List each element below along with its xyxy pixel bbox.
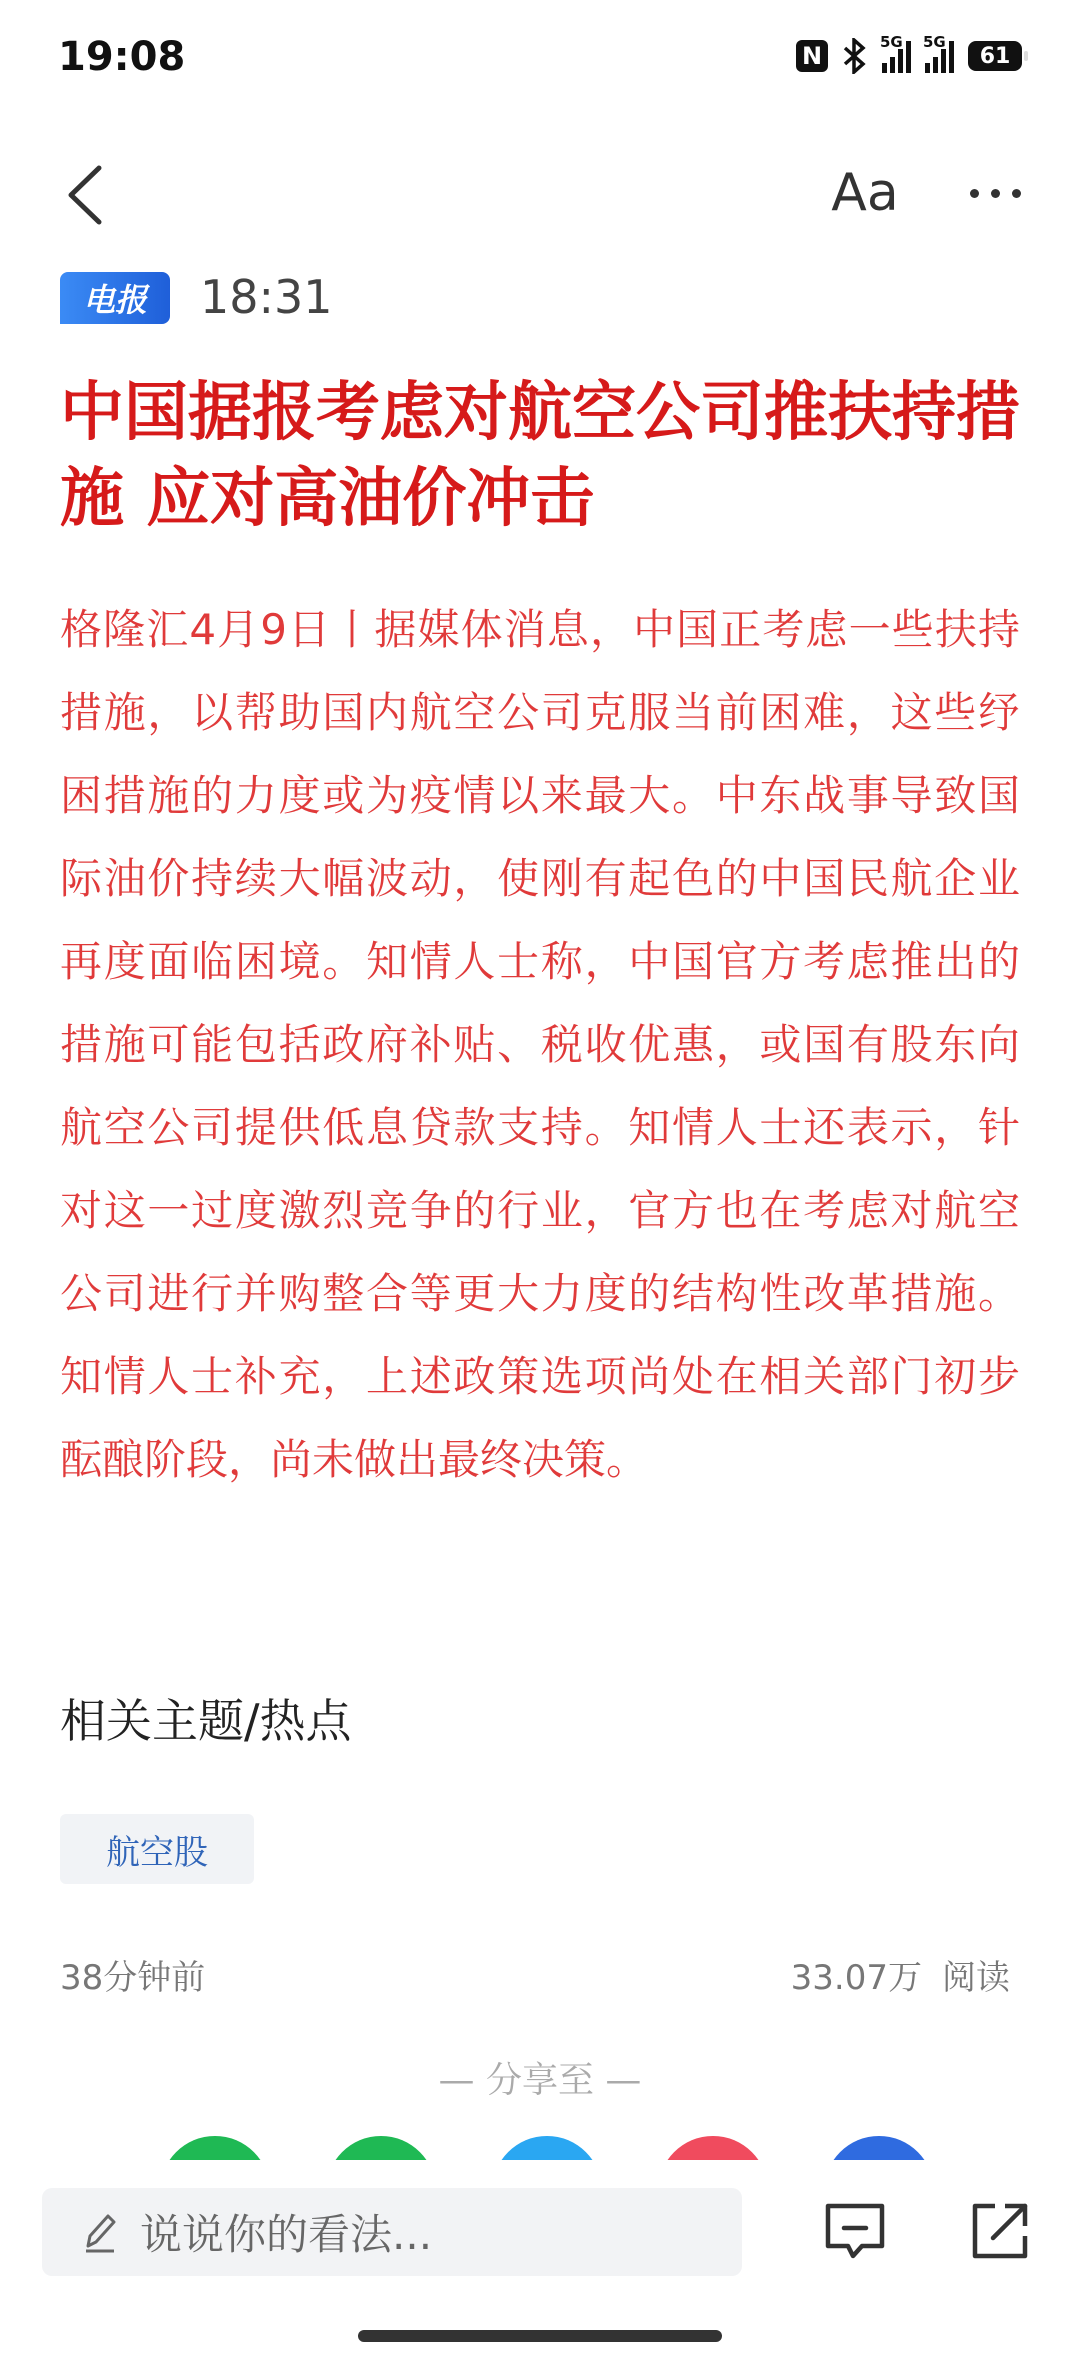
article-time: 18:31: [200, 270, 333, 324]
pen-icon: [80, 2210, 120, 2254]
topic-chip-airline-stocks[interactable]: 航空股: [60, 1814, 254, 1884]
bluetooth-icon: [842, 38, 868, 74]
comment-placeholder: 说说你的看法...: [140, 2210, 433, 2259]
related-topics-heading: 相关主题/热点: [60, 1694, 352, 1748]
back-button[interactable]: [55, 160, 115, 230]
share-targets: [0, 2136, 1080, 2160]
status-icons: [796, 33, 1022, 74]
font-size-button[interactable]: Aa: [831, 163, 899, 223]
more-horizontal-icon: [970, 189, 979, 198]
comment-icon: [820, 2196, 890, 2266]
battery-level: 61: [979, 43, 1011, 69]
telegraph-tag: 电报: [60, 272, 170, 324]
network-type-1: 5G: [880, 33, 903, 51]
status-time: 19:08: [58, 34, 186, 80]
more-dot: [991, 189, 1000, 198]
status-bar: [0, 0, 1080, 110]
share-moments-button[interactable]: [326, 2136, 436, 2160]
comment-button[interactable]: [820, 2196, 890, 2266]
network-type-2: 5G: [923, 33, 946, 51]
share-other-button[interactable]: [824, 2136, 934, 2160]
share-weibo-button[interactable]: [658, 2136, 768, 2160]
nfc-icon: N: [796, 40, 828, 72]
battery-icon: [968, 41, 1022, 71]
more-button[interactable]: [955, 158, 1035, 228]
share-wechat-button[interactable]: [160, 2136, 270, 2160]
read-count-value: 33.07万: [790, 1958, 922, 1998]
share-qq-button[interactable]: [492, 2136, 602, 2160]
read-count: [791, 1950, 1010, 1999]
home-indicator[interactable]: [358, 2330, 722, 2342]
share-button[interactable]: [965, 2196, 1035, 2266]
comment-input[interactable]: [42, 2188, 742, 2276]
share-to-label: — 分享至 —: [438, 2060, 642, 2101]
signal-icon-1: [880, 33, 911, 73]
more-dot: [1012, 189, 1021, 198]
article-body: 格隆汇4月9日丨据媒体消息，中国正考虑一些扶持措施，以帮助国内航空公司克服当前困难，这些纾困措施的力度或为疫情以来最大。中东战事导致国际油价持续大幅波动，使刚有起色的中国民航企业再度面临困境。知情人士称，中国官方考虑推出的措施可能包括政府补贴、税收优惠，或国有股东向航空公司提供低息贷款支持。知情人士还表示，针对这一过度激烈竞争的行业，官方也在考虑对航空公司进行并购整合等更大力度的结构性改革措施。知情人士补充，上述政策选项尚处在相关部门初步酝酿阶段，尚未做出最终决策。: [60, 605, 1020, 1484]
posted-time: 38分钟前: [60, 1958, 206, 1998]
read-count-label: 阅读: [942, 1958, 1010, 1998]
share-out-icon: [965, 2196, 1035, 2266]
chevron-left-icon: [65, 164, 105, 226]
article-title: 中国据报考虑对航空公司推扶持措施 应对高油价冲击: [60, 376, 1020, 536]
signal-icon-2: [923, 33, 954, 73]
